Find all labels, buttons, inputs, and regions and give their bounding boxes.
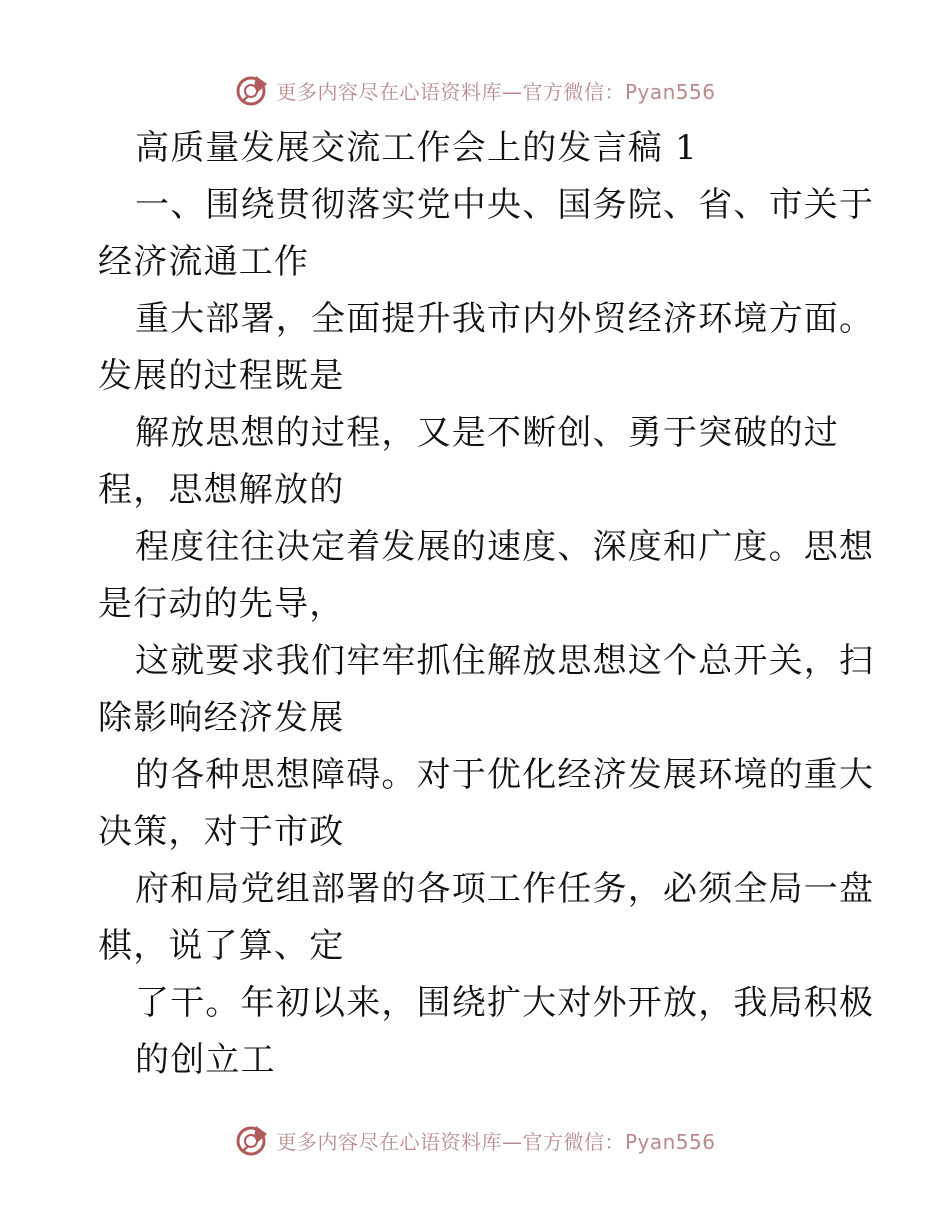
text-line: 这就要求我们牢牢抓住解放思想这个总开关，扫 bbox=[135, 641, 875, 681]
text-line: 程度往往决定着发展的速度、深度和广度。思想 bbox=[135, 527, 875, 567]
text-line: 程，思想解放的 bbox=[98, 470, 345, 510]
text-line: 重大部署，全面提升我市内外贸经济环境方面。 bbox=[135, 299, 875, 339]
text-line: 发展的过程既是 bbox=[98, 356, 345, 396]
watermark-text: 更多内容尽在心语资料库—官方微信：Pyan556 bbox=[276, 1129, 716, 1154]
text-line: 的各种思想障碍。对于优化经济发展环境的重大 bbox=[135, 755, 875, 795]
text-line: 的创立工 bbox=[135, 1040, 276, 1080]
watermark-banner-bottom bbox=[0, 1120, 950, 1160]
text-line: 经济流通工作 bbox=[98, 242, 310, 282]
text-line: 解放思想的过程，又是不断创、勇于突破的过 bbox=[135, 413, 839, 453]
text-line: 棋，说了算、定 bbox=[98, 926, 345, 966]
document-title: 高质量发展交流工作会上的发言稿 1 bbox=[135, 128, 698, 168]
watermark-text: 更多内容尽在心语资料库—官方微信：Pyan556 bbox=[276, 79, 716, 104]
document-body bbox=[98, 120, 875, 1089]
watermark-banner-top bbox=[0, 70, 950, 110]
text-line: 是行动的先导， bbox=[98, 584, 345, 624]
logo-icon bbox=[234, 72, 270, 108]
text-line: 府和局党组部署的各项工作任务，必须全局一盘 bbox=[135, 869, 875, 909]
text-line: 了干。年初以来，围绕扩大对外开放，我局积极 bbox=[135, 983, 875, 1023]
text-line: 一、围绕贯彻落实党中央、国务院、省、市关于 bbox=[135, 185, 875, 225]
logo-icon bbox=[234, 1122, 270, 1158]
text-line: 决策，对于市政 bbox=[98, 812, 345, 852]
text-line: 除影响经济发展 bbox=[98, 698, 345, 738]
